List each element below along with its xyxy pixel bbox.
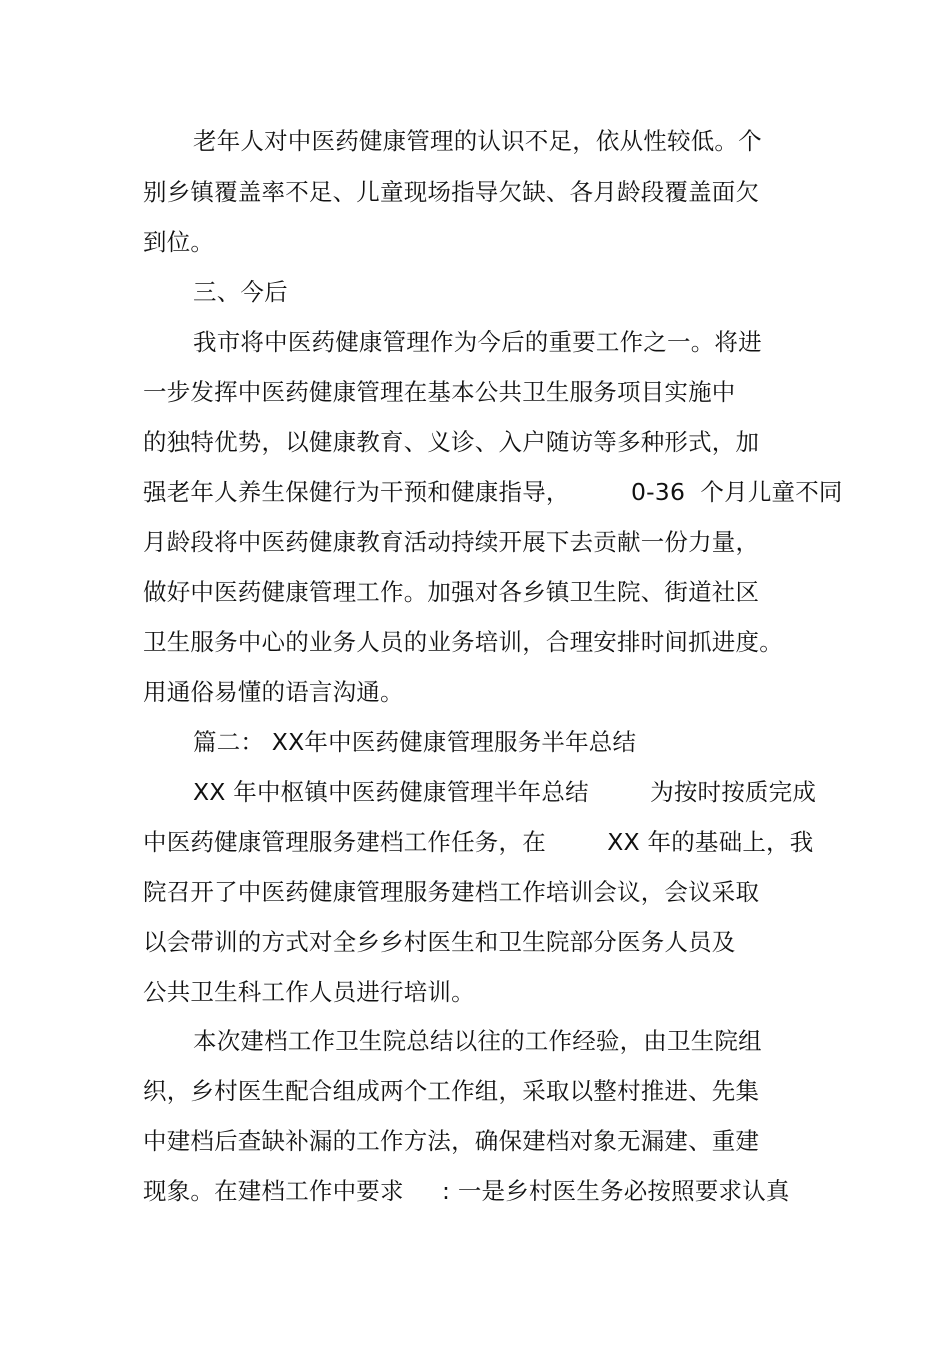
text-line-16: 院召开了中医药健康管理服务建档工作培训会议，会议采取 <box>143 878 760 906</box>
text-line-12: 用通俗易懂的语言沟通。 <box>143 678 404 706</box>
text-line-14: XX 年中枢镇中医药健康管理半年总结 为按时按质完成 <box>193 778 817 806</box>
text-line-17: 以会带训的方式对全乡乡村医生和卫生院部分医务人员及 <box>143 928 736 956</box>
text-line-3: 到位。 <box>143 228 215 256</box>
text-line-8: 强老年人养生保健行为干预和健康指导， 0-36 个月儿童不同 <box>143 478 843 506</box>
text-line-21: 中建档后查缺补漏的工作方法，确保建档对象无漏建、重建 <box>143 1127 760 1155</box>
text-line-5: 我市将中医药健康管理作为今后的重要工作之一。将进 <box>193 328 762 356</box>
text-line-11: 卫生服务中心的业务人员的业务培训，合理安排时间抓进度。 <box>143 628 783 656</box>
text-line-9: 月龄段将中医药健康教育活动持续开展下去贡献一份力量， <box>143 528 760 556</box>
text-line-22: 现象。在建档工作中要求 : 一是乡村医生务必按照要求认真 <box>143 1177 790 1205</box>
text-line-19: 本次建档工作卫生院总结以往的工作经验，由卫生院组 <box>193 1027 762 1055</box>
text-line-15: 中医药健康管理服务建档工作任务，在 XX 年的基础上，我 <box>143 828 814 856</box>
text-line-6: 一步发挥中医药健康管理在基本公共卫生服务项目实施中 <box>143 378 736 406</box>
text-line-7: 的独特优势，以健康教育、义诊、入户随访等多种形式，加 <box>143 428 760 456</box>
text-line-2: 别乡镇覆盖率不足、儿童现场指导欠缺、各月龄段覆盖面欠 <box>143 178 760 206</box>
text-line-20: 织，乡村医生配合组成两个工作组，采取以整村推进、先集 <box>143 1077 760 1105</box>
text-line-10: 做好中医药健康管理工作。加强对各乡镇卫生院、街道社区 <box>143 578 760 606</box>
section-heading-future: 三、今后 <box>193 278 288 306</box>
text-line-18: 公共卫生科工作人员进行培训。 <box>143 978 475 1006</box>
chapter-title: 篇二： XX年中医药健康管理服务半年总结 <box>193 728 637 756</box>
text-line-1: 老年人对中医药健康管理的认识不足，依从性较低。个 <box>193 127 762 155</box>
